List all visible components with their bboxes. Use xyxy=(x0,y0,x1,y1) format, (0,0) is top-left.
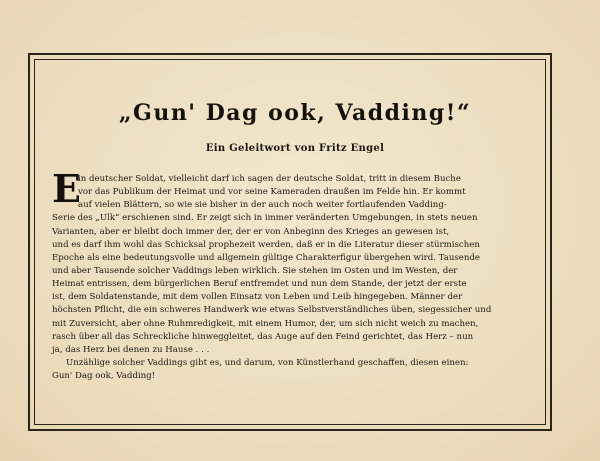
text-line: Gun' Dag ook, Vadding! xyxy=(52,371,156,382)
text-line: Varianten, aber er bleibt doch immer der, der er von Anbeginn des Krieges an gewesen ist, xyxy=(52,226,450,237)
text-line: und es darf ihm wohl das Schicksal prophezeit werden, daß er in die Literatur dieser stürmischen xyxy=(52,239,480,250)
text-line: auf vielen Blättern, so wie sie bisher in der auch noch weiter fortlaufenden Vadding- xyxy=(78,200,447,211)
text-line: ja, das Herz bei denen zu Hause . . . xyxy=(52,344,210,355)
page-subtitle: Ein Geleitwort von Fritz Engel xyxy=(205,143,385,154)
page-title: „Gun' Dag ook, Vadding!“ xyxy=(118,100,472,126)
drop-cap-initial: E xyxy=(52,166,81,211)
paragraph-2 xyxy=(52,357,542,383)
text-line: Heimat entrissen, dem bürgerlichen Beruf entfremdet und nun dem Stande, der jetzt der erste xyxy=(52,279,467,290)
text-line: vor das Publikum der Heimat und vor seine Kameraden draußen im Felde hin. Er kommt xyxy=(78,187,466,198)
text-line: und aber Tausende solcher Vaddings leben wirklich. Sie stehen im Osten und im Westen, der xyxy=(52,265,458,276)
text-line: Epoche als eine bedeutungsvolle und allgemein gültige Charakterfigur übergehen wird. Tausende xyxy=(52,252,481,263)
text-line: mit Zuversicht, aber ohne Ruhmredigkeit, mit einem Humor, der, um sich nicht weich zu machen, xyxy=(52,318,479,329)
text-line: höchsten Pflicht, die ein schweres Handwerk wie etwas Selbstverständliches üben, siegessicher und xyxy=(52,305,492,316)
text-line: in deutscher Soldat, vielleicht darf ich sagen der deutsche Soldat, tritt in diesem Buche xyxy=(78,174,461,184)
body-text xyxy=(52,166,542,383)
text-line: rasch über all das Schreckliche hinweggleitet, das Auge auf den Feind gerichtet, das Herz – nun xyxy=(52,331,474,342)
text-line: ist, dem Soldatenstande, mit dem vollen Einsatz von Leben und Leib hingegeben. Männer der xyxy=(52,292,463,303)
text-line: Serie des „Ulk“ erschienen sind. Er zeigt sich in immer veränderten Umgebungen, in stets neuen xyxy=(52,213,478,224)
text-line: Unzählige solcher Vaddings gibt es, und darum, von Künstlerhand geschaffen, diesen einen: xyxy=(66,357,469,368)
paragraph-1 xyxy=(52,173,542,357)
